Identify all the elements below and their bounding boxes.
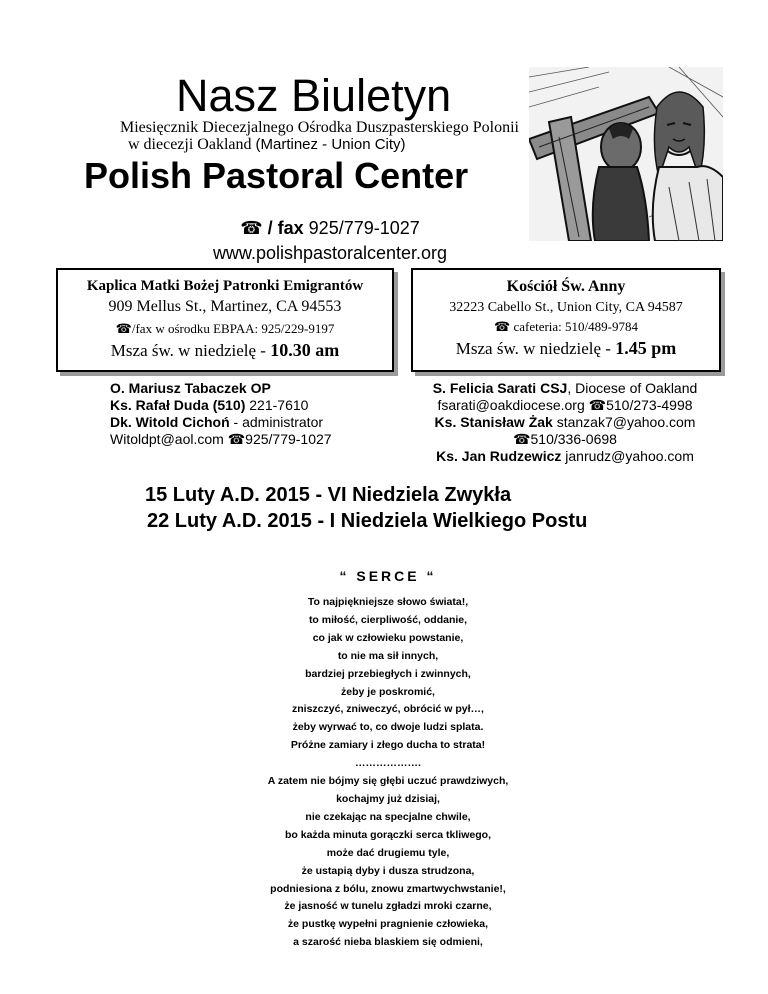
liturgical-dates bbox=[145, 482, 587, 534]
poem-line: nie czekając na specjalne chwile, bbox=[305, 810, 471, 823]
telephone-icon: ☎ bbox=[115, 321, 132, 336]
church-mass-label: Msza św. w niedzielę - bbox=[455, 339, 616, 358]
clergy-entry bbox=[400, 431, 730, 448]
poem-line: to nie ma sił innych, bbox=[337, 649, 439, 662]
phone-number: 925/779-1027 bbox=[303, 218, 420, 238]
clergy-name: Ks. Rafał Duda (510) bbox=[110, 397, 246, 413]
church-address: 32223 Cabello St., Union City, CA 94587 bbox=[449, 300, 683, 315]
subtitle-line-1: Miesięcznik Diecezjalnego Ośrodka Duszpasterskiego Polonii bbox=[120, 119, 519, 136]
poem-line: podniesiona z bólu, znowu zmartwychwstanie!, bbox=[270, 882, 506, 895]
church-phone: cafeteria: 510/489-9784 bbox=[510, 319, 638, 334]
clergy-name: S. Felicia Sarati CSJ bbox=[432, 380, 568, 396]
jesus-cross-illustration bbox=[529, 67, 723, 241]
poem-line: bardziej przebiegłych i zwinnych, bbox=[305, 667, 471, 680]
clergy-phone: 925/779-1027 bbox=[245, 431, 332, 447]
clergy-entry bbox=[110, 431, 370, 448]
clergy-entry bbox=[400, 397, 730, 414]
website-link[interactable]: www.polishpastoralcenter.org bbox=[212, 243, 448, 263]
poem-line: zniszczyć, zniweczyć, obrócić w pył…, bbox=[292, 703, 484, 716]
telephone-icon: ☎ bbox=[513, 431, 531, 447]
poem-line: To najpiękniejsze słowo świata!, bbox=[307, 596, 469, 608]
poem-line: co jak w człowieku powstanie, bbox=[312, 631, 464, 644]
poem-line: A zatem nie bójmy się głębi uczuć prawdziwych, bbox=[267, 775, 509, 788]
clergy-detail: , Diocese of Oakland bbox=[567, 380, 698, 396]
subtitle-line-2 bbox=[128, 136, 406, 154]
church-name: Kościół Św. Anny bbox=[506, 278, 626, 295]
chapel-mass-time-line bbox=[58, 340, 392, 361]
poem-line: może dać drugiemu tyle, bbox=[326, 846, 450, 859]
clergy-list-martinez bbox=[110, 380, 370, 448]
poem-line: ………………. bbox=[355, 757, 421, 770]
clergy-detail: - administrator bbox=[229, 414, 324, 430]
clergy-name: Dk. Witold Cichoń bbox=[110, 414, 230, 430]
clergy-name: Ks. Jan Rudzewicz bbox=[436, 448, 562, 464]
clergy-name: Ks. Stanisław Żak bbox=[434, 414, 553, 430]
church-mass-time-line bbox=[413, 338, 719, 359]
clergy-email[interactable]: stanzak7@yahoo.com bbox=[552, 414, 696, 430]
subtitle-suffix: (Martinez - Union City) bbox=[255, 136, 406, 153]
poem-line: a szarość nieba blaskiem się odmieni, bbox=[293, 936, 483, 949]
clergy-email[interactable]: janrudz@yahoo.com bbox=[561, 448, 694, 464]
poem-line: żeby je poskromić, bbox=[341, 685, 435, 698]
telephone-icon: ☎ bbox=[588, 397, 607, 413]
telephone-icon: ☎ bbox=[227, 431, 246, 447]
church-mass-time: 1.45 pm bbox=[615, 338, 677, 358]
clergy-entry bbox=[400, 414, 730, 431]
clergy-email[interactable]: Witoldpt@aol.com bbox=[110, 431, 228, 447]
clergy-entry bbox=[110, 414, 370, 431]
poem bbox=[0, 568, 768, 952]
chapel-name: Kaplica Matki Bożej Patronki Emigrantów bbox=[86, 278, 364, 294]
poem-line: żeby wyrwać to, co dwoje ludzi splata. bbox=[292, 721, 484, 734]
poem-line: że jasność w tunelu zgładzi mroki czarne, bbox=[284, 900, 492, 913]
clergy-entry bbox=[400, 380, 730, 397]
clergy-phone: 510/273-4998 bbox=[606, 397, 693, 413]
poem-line: że ustapią dyby i dusza strudzona, bbox=[301, 864, 475, 877]
subtitle-prefix: w diecezji Oakland bbox=[128, 136, 256, 153]
fax-label: / fax bbox=[262, 218, 304, 238]
chapel-info-box bbox=[56, 268, 394, 372]
date-line-2: 22 Luty A.D. 2015 - I Niedziela Wielkiego Postu bbox=[147, 510, 588, 532]
poem-line: kochajmy już dzisiaj, bbox=[336, 792, 440, 805]
clergy-entry bbox=[110, 380, 370, 397]
chapel-mass-time: 10.30 am bbox=[270, 340, 340, 360]
chapel-mass-label: Msza św. w niedzielę - bbox=[110, 341, 271, 360]
poem-lines bbox=[0, 594, 768, 952]
bulletin-title-text: Nasz Biuletyn bbox=[176, 70, 452, 121]
poem-line: że pustkę wypełni pragnienie człowieka, bbox=[287, 918, 489, 931]
poem-line: to miłość, cierpliwość, oddanie, bbox=[308, 613, 468, 626]
clergy-name: O. Mariusz Tabaczek OP bbox=[110, 380, 271, 396]
church-phone-line bbox=[413, 319, 719, 335]
poem-line: Próżne zamiary i złego ducha to strata! bbox=[290, 739, 486, 752]
date-line-1: 15 Luty A.D. 2015 - VI Niedziela Zwykła bbox=[145, 484, 512, 506]
chapel-phone-line bbox=[58, 321, 392, 337]
church-info-box bbox=[411, 268, 721, 372]
telephone-icon: ☎ bbox=[494, 319, 511, 334]
center-name: Polish Pastoral Center bbox=[84, 155, 469, 196]
clergy-entry bbox=[110, 397, 370, 414]
clergy-email[interactable]: fsarati@oakdiocese.org bbox=[437, 397, 589, 413]
clergy-phone: 510/336-0698 bbox=[530, 431, 617, 447]
poem-line: bo każda minuta gorączki serca tkliwego, bbox=[285, 828, 491, 841]
poem-title: “ SERCE “ bbox=[339, 568, 437, 584]
chapel-address: 909 Mellus St., Martinez, CA 94553 bbox=[108, 298, 342, 315]
chapel-phone: /fax w ośrodku EBPAA: 925/229-9197 bbox=[131, 321, 335, 336]
telephone-icon: ☎ bbox=[240, 218, 263, 238]
clergy-detail: 221-7610 bbox=[245, 397, 309, 413]
clergy-list-union-city bbox=[400, 380, 730, 465]
clergy-entry bbox=[400, 448, 730, 465]
